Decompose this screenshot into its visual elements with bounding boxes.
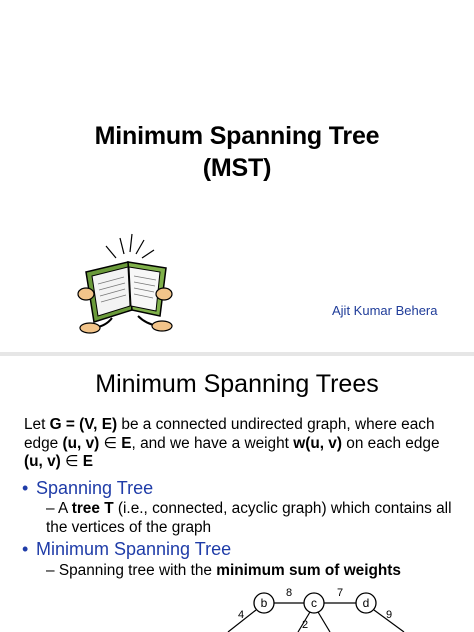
intro-text: on each edge <box>341 434 440 452</box>
edge-weight-8: 8 <box>286 587 293 599</box>
edge-c-down-right <box>318 612 330 632</box>
edge-weight-2: 2 <box>302 619 309 631</box>
intro-text: be a connected undirected graph, where each edge <box>24 416 435 452</box>
title-line-2: (MST) <box>202 154 272 182</box>
node-label-b: b <box>260 596 268 610</box>
author-name: Ajit Kumar Behera <box>332 303 438 318</box>
reading-book-character-icon <box>72 232 180 334</box>
edge-weight-9: 9 <box>386 609 393 621</box>
intro-text: ∈ <box>60 453 83 470</box>
intro-text: Let <box>24 416 50 433</box>
sub-point-spanning-tree <box>46 500 456 537</box>
bullet-spanning-tree <box>22 478 153 499</box>
edge-weight-4: 4 <box>238 609 245 621</box>
bullet-label: Minimum Spanning Tree <box>36 539 232 559</box>
sub-bold: tree T <box>71 500 114 517</box>
slide-title-heading <box>0 120 474 184</box>
bullet-label: Spanning Tree <box>36 478 154 498</box>
bullet-minimum-spanning-tree <box>22 539 231 560</box>
intro-bold: E <box>121 434 132 452</box>
intro-paragraph <box>24 416 464 472</box>
intro-bold: G = (V, E) <box>49 416 118 433</box>
sub-point-minimum-spanning-tree <box>46 562 456 581</box>
graph-diagram <box>0 582 474 632</box>
intro-bold: E <box>82 453 93 470</box>
node-label-d: d <box>362 596 370 610</box>
title-line-1: Minimum Spanning Tree <box>94 122 380 150</box>
sub-text: – Spanning tree with the <box>46 562 217 579</box>
intro-bold: w(u, v) <box>293 434 342 452</box>
intro-text: , and we have a weight <box>131 434 294 452</box>
edge-weight-7: 7 <box>337 587 344 599</box>
bullet-dot-icon: • <box>22 478 29 498</box>
bullet-dot-icon: • <box>22 539 29 559</box>
sub-text: (i.e., connected, acyclic graph) which contains all the vertices of the graph <box>46 500 452 536</box>
intro-bold: (u, v) <box>62 434 100 452</box>
slide-content <box>0 356 474 632</box>
intro-bold: (u, v) <box>24 453 61 470</box>
intro-text: ∈ <box>99 434 122 452</box>
sub-bold: minimum sum of weights <box>216 562 401 579</box>
node-label-c: c <box>311 596 317 610</box>
sub-text: – A <box>46 500 72 517</box>
slide-heading: Minimum Spanning Trees <box>95 370 379 398</box>
